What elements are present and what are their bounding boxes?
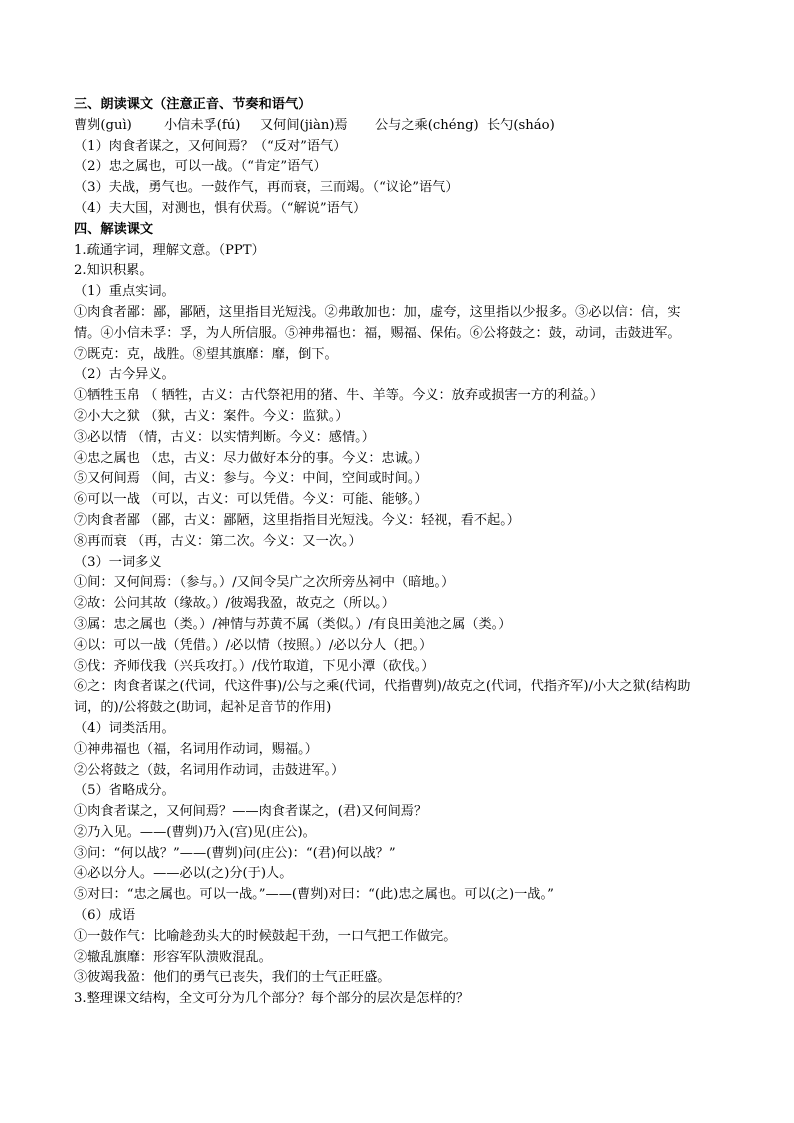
content-line: ③必以情 （情，古义：以实情判断。今义：感情。） [74, 429, 375, 445]
content-line: ②辙乱旗靡：形容军队溃败混乱。 [74, 949, 272, 965]
pinyin-item: 长勺(sháo) [487, 117, 555, 133]
sub-4-title: （4）词类活用。 [74, 720, 175, 736]
content-line: ①肉食者谋之，又何间焉？——肉食者谋之，(君)又何间焉？ [74, 804, 428, 820]
content-line: ①肉食者鄙：鄙，鄙陋，这里指目光短浅。②弗敢加也：加，虚夸，这里指以少报多。③必以信：信，实 [74, 304, 681, 320]
content-line: ⑥可以一战 （可以，古义：可以凭借。今义：可能、能够。） [74, 492, 428, 508]
reading-line: （4）夫大国，对测也，惧有伏焉。（“解说”语气） [74, 200, 367, 216]
sub-6-title: （6）成语 [74, 908, 136, 924]
content-line: ⑥之：肉食者谋之(代词，代这件事)/公与之乘(代词，代指曹刿)/故克之(代词，代指齐军)/小大之狱(结构助 [74, 679, 691, 695]
content-line: ④以：可以一战（凭借。）/必以情（按照。）/必以分人（把。） [74, 637, 433, 653]
content-line: ②乃入见。——(曹刿)乃入(宫)见(庄公)。 [74, 824, 316, 840]
sub-3-title: （3）一词多义 [74, 554, 162, 570]
section-4-heading: 四、解读课文 [74, 221, 154, 237]
reading-line: （2）忠之属也，可以一战。（“肯定”语气） [74, 159, 327, 175]
sub-1-title: （1）重点实词。 [74, 284, 175, 300]
document-page [74, 95, 734, 1010]
content-line: ⑧再而衰 （再，古义：第二次。今义：又一次。） [74, 533, 362, 549]
content-line: ⑤又何间焉 （间，古义：参与。今义：中间，空间或时间。） [74, 471, 428, 487]
pinyin-row [74, 116, 734, 137]
reading-line: （3）夫战，勇气也。一鼓作气，再而衰，三而竭。（“议论”语气） [74, 180, 459, 196]
content-line: ①牺牲玉帛 （ 牺牲，古义：古代祭祀用的猪、牛、羊等。今义：放弃或损害一方的利益。） [74, 388, 604, 404]
content-line: ①一鼓作气：比喻趁劲头大的时候鼓起干劲，一口气把工作做完。 [74, 928, 457, 944]
content-line: ③问：“何以战？”——(曹刿)问(庄公)：“(君)何以战？” [74, 845, 396, 861]
content-line: ⑤伐：齐师伐我（兴兵攻打。）/伐竹取道，下见小潭（砍伐。） [74, 658, 435, 674]
item-3: 3.整理课文结构，全文可分为几个部分？每个部分的层次是怎样的？ [74, 991, 470, 1007]
pinyin-item: 小信未孚(fú) [164, 117, 241, 133]
content-line: ③属：忠之属也（类。）/神情与苏黄不属（类似。）/有良田美池之属（类。） [74, 616, 512, 632]
item-2: 2.知识积累。 [74, 263, 153, 279]
content-line: ②公将鼓之（鼓，名词用作动词，击鼓进军。） [74, 762, 345, 778]
content-line: ①间：又何间焉：（参与。）/又间令吴广之次所旁丛祠中（暗地。） [74, 575, 455, 591]
content-line: ④必以分人。——必以(之)分(于)人。 [74, 866, 293, 882]
content-line: ⑤对曰：“忠之属也。可以一战。”——(曹刿)对曰：“(此)忠之属也。可以(之)一战。” [74, 887, 554, 903]
sub-5-title: （5）省略成分。 [74, 783, 175, 799]
reading-line: （1）肉食者谋之，又何间焉？（“反对”语气） [74, 138, 347, 154]
content-line: 词，的)/公将鼓之(助词，起补足音节的作用) [74, 700, 332, 716]
sub-2-title: （2）古今异义。 [74, 367, 175, 383]
pinyin-item: 公与之乘(chéng) [375, 117, 479, 133]
content-line: ②故：公问其故（缘故。）/彼竭我盈，故克之（所以。） [74, 596, 395, 612]
content-line: 情。④小信未孚：孚，为人所信服。⑤神弗福也：福，赐福、保佑。⑥公将鼓之：鼓，动词，击鼓进军。 [74, 325, 681, 341]
content-line: ②小大之狱 （狱，古义：案件。今义：监狱。） [74, 408, 349, 424]
content-line: ③彼竭我盈：他们的勇气已丧失，我们的士气正旺盛。 [74, 970, 391, 986]
content-line: ④忠之属也 （忠，古义：尽力做好本分的事。今义：忠诚。） [74, 450, 428, 466]
pinyin-item: 曹刿(guì) [74, 117, 132, 133]
content-line: ⑦既克：克，战胜。⑧望其旗靡：靡，倒下。 [74, 346, 338, 362]
item-1: 1.疏通字词，理解文意。（PPT） [74, 242, 265, 258]
content-line: ①神弗福也（福，名词用作动词，赐福。） [74, 741, 318, 757]
content-line: ⑦肉食者鄙 （鄙，古义：鄙陋，这里指指目光短浅。今义：轻视，看不起。） [74, 512, 520, 528]
section-3-heading: 三、朗读课文（注意正音、节奏和语气） [74, 97, 312, 112]
pinyin-item: 又何间(jiàn)焉 [260, 117, 348, 133]
